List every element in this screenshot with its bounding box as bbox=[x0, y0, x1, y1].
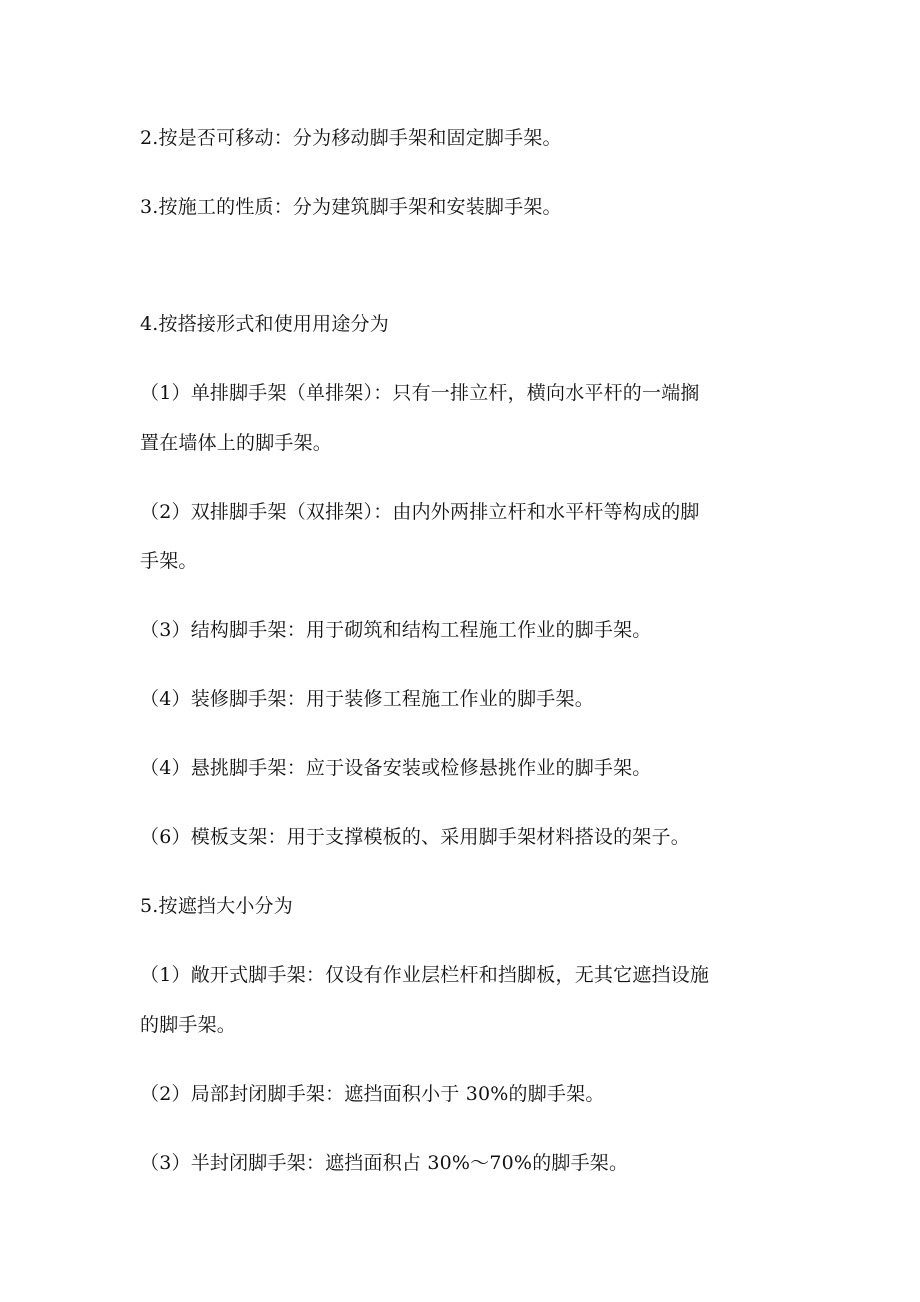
paragraph-line: （2）双排脚手架（双排架）：由内外两排立杆和水平杆等构成的脚 bbox=[140, 501, 700, 523]
paragraph-line: 2.按是否可移动：分为移动脚手架和固定脚手架。 bbox=[140, 127, 562, 149]
paragraph-line: （3）结构脚手架：用于砌筑和结构工程施工作业的脚手架。 bbox=[140, 619, 652, 641]
paragraph-line: （3）半封闭脚手架：遮挡面积占 30%～70%的脚手架。 bbox=[140, 1152, 629, 1174]
paragraph-line: 置在墙体上的脚手架。 bbox=[140, 432, 333, 454]
paragraph-line: 手架。 bbox=[140, 550, 198, 572]
paragraph-line: （6）模板支架：用于支撑模板的、采用脚手架材料搭设的架子。 bbox=[140, 826, 690, 848]
paragraph-line: 的脚手架。 bbox=[140, 1014, 237, 1036]
section-heading: 4.按搭接形式和使用用途分为 bbox=[140, 313, 389, 335]
paragraph-line: 3.按施工的性质：分为建筑脚手架和安装脚手架。 bbox=[140, 196, 562, 218]
paragraph-line: （4）装修脚手架：用于装修工程施工作业的脚手架。 bbox=[140, 688, 594, 710]
section-heading: 5.按遮挡大小分为 bbox=[140, 895, 293, 917]
paragraph-line: （4）悬挑脚手架：应于设备安装或检修悬挑作业的脚手架。 bbox=[140, 757, 652, 779]
paragraph-line: （2）局部封闭脚手架：遮挡面积小于 30%的脚手架。 bbox=[140, 1083, 605, 1105]
paragraph-line: （1）敞开式脚手架：仅设有作业层栏杆和挡脚板，无其它遮挡设施 bbox=[140, 964, 710, 986]
paragraph-line: （1）单排脚手架（单排架）：只有一排立杆，横向水平杆的一端搁 bbox=[140, 382, 700, 404]
